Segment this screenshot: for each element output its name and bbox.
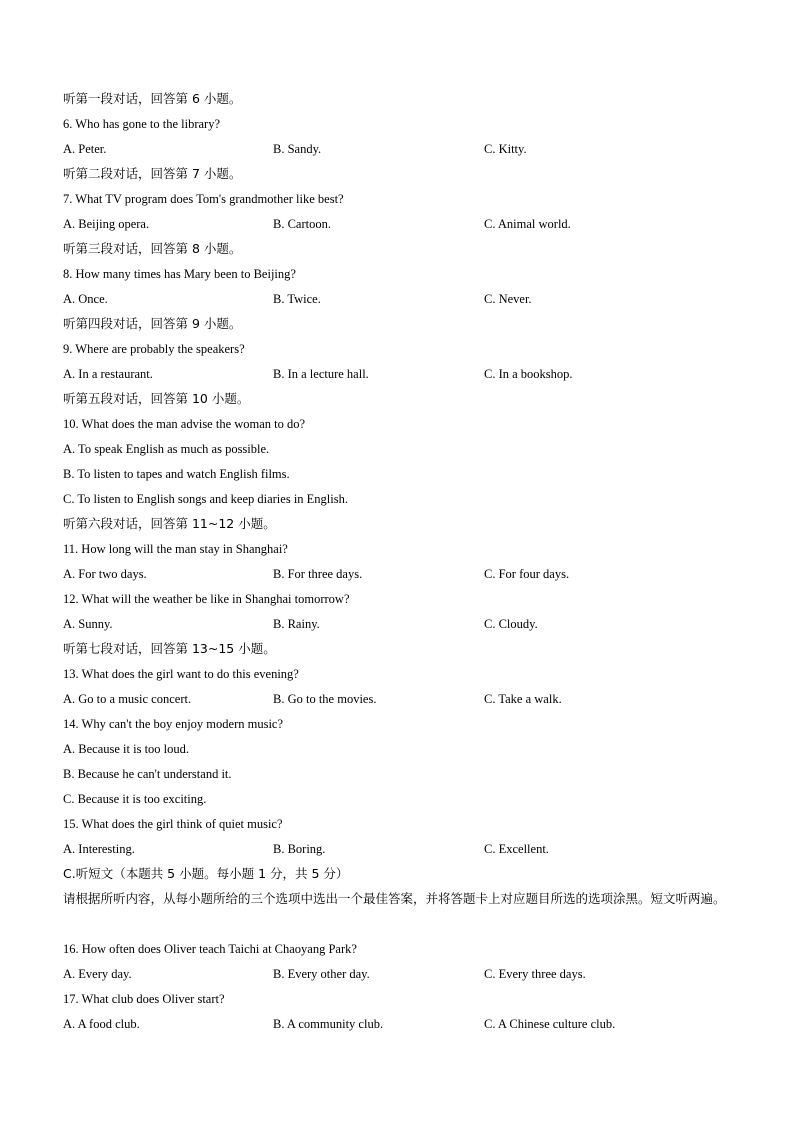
instructions-text: 请根据所听内容，从每小题所给的三个选项中选出一个最佳答案，并将答题卡上对应题目所选的选项涂黑。短文听两遍。	[63, 891, 726, 906]
section-heading: 听第五段对话，回答第 10 小题。	[63, 391, 250, 406]
question-text: 10. What does the man advise the woman to do?	[63, 417, 306, 431]
answer-option: A. Go to a music concert.	[63, 692, 192, 706]
question-text: 17. What club does Oliver start?	[63, 992, 225, 1006]
answer-option: C. Never.	[484, 292, 532, 306]
answer-option: B. Because he can't understand it.	[63, 767, 232, 781]
answer-option: B. Twice.	[273, 292, 321, 306]
answer-option: A. Every day.	[63, 967, 132, 981]
question-text: 16. How often does Oliver teach Taichi at Chaoyang Park?	[63, 942, 357, 956]
answer-option: C. Excellent.	[484, 842, 549, 856]
answer-option: B. In a lecture hall.	[273, 367, 369, 381]
answer-option: C. Kitty.	[484, 142, 527, 156]
answer-option: C. Take a walk.	[484, 692, 562, 706]
question-text: 7. What TV program does Tom's grandmother like best?	[63, 192, 344, 206]
question-text: 8. How many times has Mary been to Beijing?	[63, 267, 296, 281]
answer-option: C. Every three days.	[484, 967, 586, 981]
answer-option: B. For three days.	[273, 567, 363, 581]
answer-option: C. For four days.	[484, 567, 570, 581]
answer-option: B. Every other day.	[273, 967, 370, 981]
question-text: 9. Where are probably the speakers?	[63, 342, 245, 356]
answer-option: C. Because it is too exciting.	[63, 792, 207, 806]
answer-option: B. Rainy.	[273, 617, 320, 631]
answer-option: B. Cartoon.	[273, 217, 331, 231]
question-text: 13. What does the girl want to do this evening?	[63, 667, 299, 681]
answer-option: B. Boring.	[273, 842, 326, 856]
answer-option: A. Peter.	[63, 142, 107, 156]
question-text: 15. What does the girl think of quiet music?	[63, 817, 283, 831]
question-text: 11. How long will the man stay in Shanghai?	[63, 542, 288, 556]
section-heading: C.听短文（本题共 5 小题。每小题 1 分，共 5 分）	[63, 866, 349, 881]
answer-option: C. To listen to English songs and keep diaries in English.	[63, 492, 348, 506]
answer-option: B. Sandy.	[273, 142, 322, 156]
answer-option: A. Sunny.	[63, 617, 113, 631]
question-text: 6. Who has gone to the library?	[63, 117, 221, 131]
answer-option: A. To speak English as much as possible.	[63, 442, 270, 456]
section-heading: 听第六段对话，回答第 11~12 小题。	[63, 516, 276, 531]
answer-option: A. For two days.	[63, 567, 147, 581]
answer-option: C. In a bookshop.	[484, 367, 573, 381]
section-heading: 听第四段对话，回答第 9 小题。	[63, 316, 242, 331]
answer-option: A. In a restaurant.	[63, 367, 153, 381]
question-text: 12. What will the weather be like in Shanghai tomorrow?	[63, 592, 350, 606]
answer-option: C. Animal world.	[484, 217, 571, 231]
answer-option: B. A community club.	[273, 1017, 384, 1031]
question-text: 14. Why can't the boy enjoy modern music?	[63, 717, 284, 731]
answer-option: B. Go to the movies.	[273, 692, 377, 706]
answer-option: A. Beijing opera.	[63, 217, 150, 231]
answer-option: A. Once.	[63, 292, 108, 306]
answer-option: C. Cloudy.	[484, 617, 538, 631]
answer-option: C. A Chinese culture club.	[484, 1017, 616, 1031]
answer-option: A. A food club.	[63, 1017, 140, 1031]
section-heading: 听第二段对话，回答第 7 小题。	[63, 166, 242, 181]
answer-option: A. Because it is too loud.	[63, 742, 190, 756]
section-heading: 听第三段对话，回答第 8 小题。	[63, 241, 242, 256]
answer-option: B. To listen to tapes and watch English films.	[63, 467, 290, 481]
section-heading: 听第七段对话，回答第 13~15 小题。	[63, 641, 276, 656]
answer-option: A. Interesting.	[63, 842, 135, 856]
section-heading: 听第一段对话，回答第 6 小题。	[63, 91, 242, 106]
